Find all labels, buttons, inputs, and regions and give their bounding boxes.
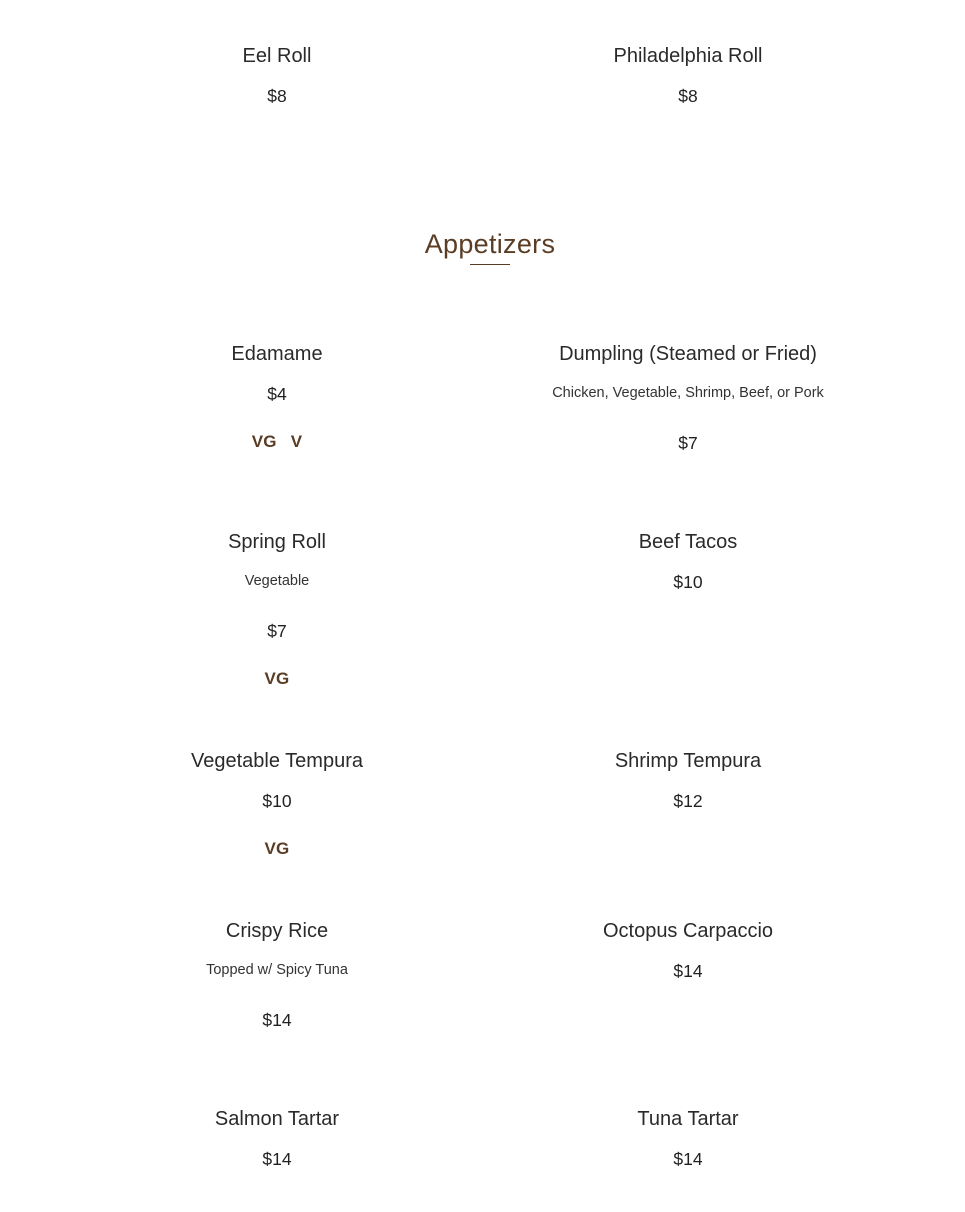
item-price: $12 <box>673 791 703 811</box>
dietary-badges <box>67 838 487 860</box>
item-name: Spring Roll <box>228 531 326 553</box>
item-name: Vegetable Tempura <box>191 750 363 772</box>
item-name: Octopus Carpaccio <box>602 920 774 942</box>
item-price: $7 <box>267 621 287 641</box>
item-price: $14 <box>673 1149 703 1169</box>
item-name: Philadelphia Roll <box>613 45 763 67</box>
vegan-badge: VG <box>251 432 277 451</box>
vegan-badge: VG <box>264 839 290 858</box>
item-name: Eel Roll <box>242 45 312 67</box>
item-price: $14 <box>262 1010 292 1030</box>
item-name: Salmon Tartar <box>214 1108 340 1130</box>
item-price: $8 <box>267 86 287 106</box>
item-price: $14 <box>673 961 703 981</box>
section-title-appetizers: Appetizers <box>424 229 556 260</box>
item-price: $10 <box>673 572 703 592</box>
item-price: $14 <box>262 1149 292 1169</box>
item-name: Dumpling (Steamed or Fried) <box>559 343 817 365</box>
item-name: Shrimp Tempura <box>614 750 762 772</box>
vegan-badge: VG <box>264 669 290 688</box>
item-price: $10 <box>262 791 292 811</box>
item-price: $8 <box>678 86 698 106</box>
dietary-badges <box>67 668 487 690</box>
item-name: Tuna Tartar <box>637 1108 739 1130</box>
dietary-badges <box>67 431 487 453</box>
item-price: $7 <box>678 433 698 453</box>
vegetarian-badge: V <box>290 432 303 451</box>
item-price: $4 <box>267 384 287 404</box>
item-name: Edamame <box>231 343 323 365</box>
item-description: Topped w/ Spicy Tuna <box>206 962 348 978</box>
item-description: Chicken, Vegetable, Shrimp, Beef, or Pork <box>552 385 824 401</box>
section-divider <box>470 264 510 265</box>
item-name: Beef Tacos <box>638 531 738 553</box>
item-description: Vegetable <box>244 573 310 589</box>
item-name: Crispy Rice <box>225 920 329 942</box>
